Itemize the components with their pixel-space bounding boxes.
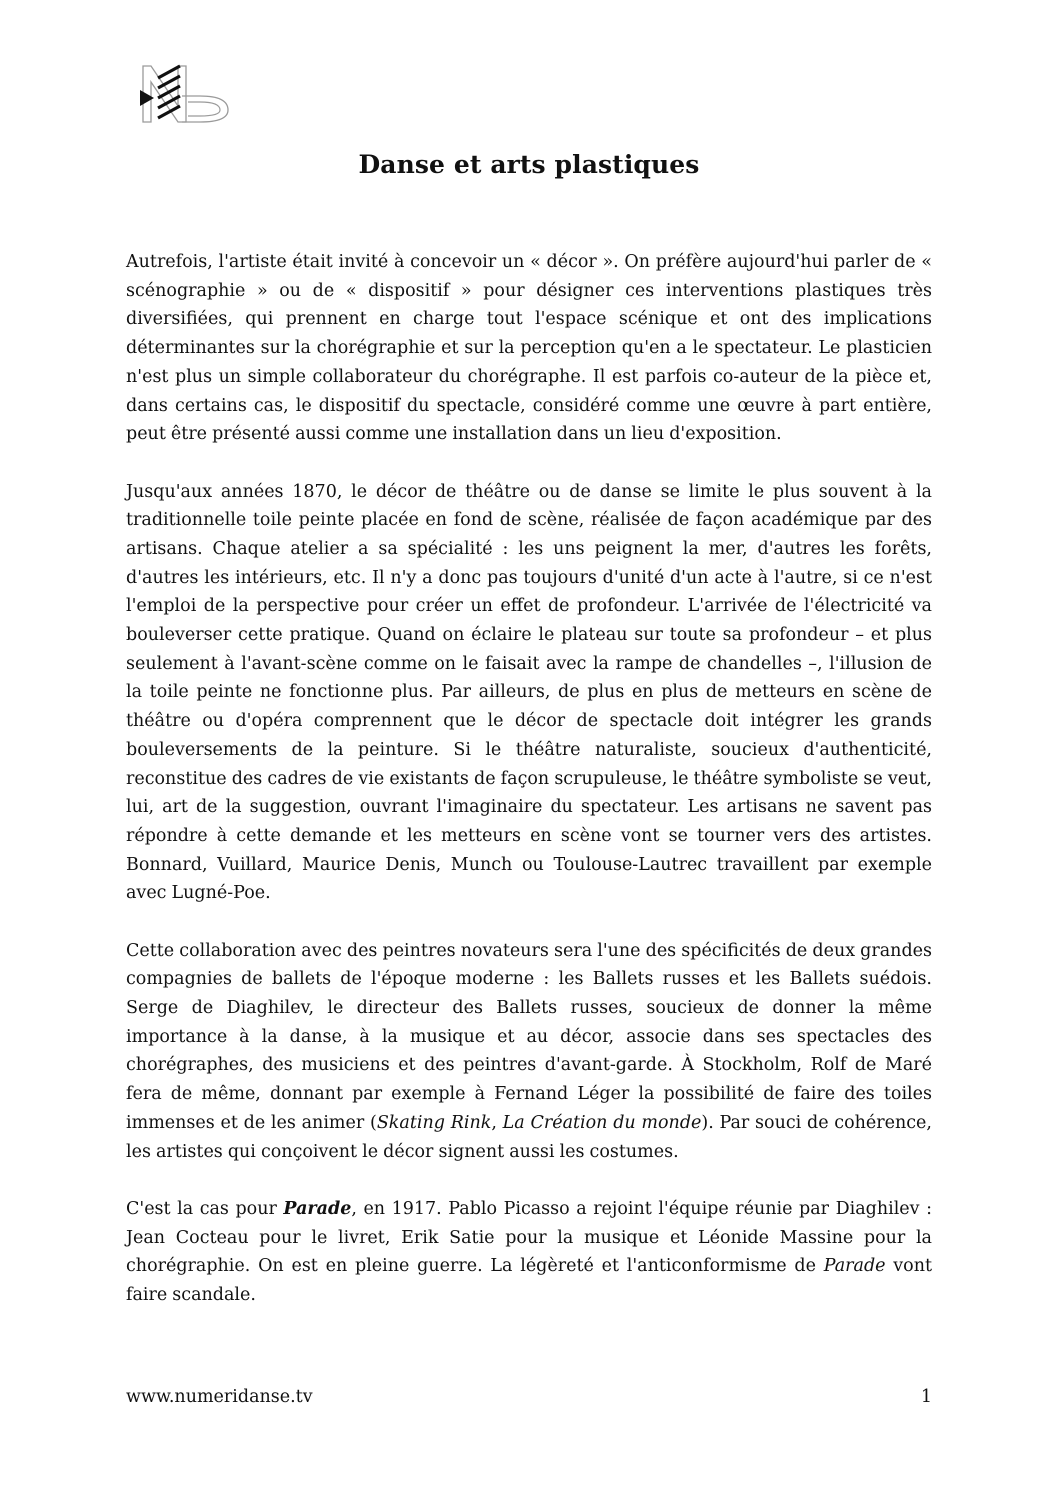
paragraph-4-text-c: vont faire scandale. bbox=[126, 1256, 932, 1305]
title-skating-rink: Skating Rink bbox=[376, 1112, 492, 1133]
title-la-creation-du-monde: La Création du monde bbox=[502, 1112, 702, 1133]
page-title: Danse et arts plastiques bbox=[358, 150, 700, 179]
paragraph-2: Jusqu'aux années 1870, le décor de théâtre ou de danse se limite le plus souvent à la traditionnelle toile peinte placée en fond de scène, réalisée de façon académique par des artisans. Chaque atelier a sa spécialité : les uns peignent la mer, d'autres les forêts, d'autres les intérieurs, etc. Il n'y a donc pas toujours d'unité d'un acte à l'autre, si ce n'est l'emploi de la perspective pour créer un effet de profondeur. L'arrivée de l'électricité va bouleverser cette pratique. Quand on éclaire le plateau sur toute sa profondeur – et plus seulement à l'avant-scène comme on le faisait avec la rampe de chandelles –, l'illusion de la toile peinte ne fonctionne plus. Par ailleurs, de plus en plus de metteurs en scène de théâtre ou d'opéra comprennent que le décor de spectacle doit intégrer les grands bouleversements de la peinture. Si le théâtre naturaliste, soucieux d'authenticité, reconstitue des cadres de vie existants de façon scrupuleuse, le théâtre symboliste se veut, lui, art de la suggestion, ouvrant l'imaginaire du spectateur. Les artisans ne savent pas répondre à cette demande et les metteurs en scène vont se tourner vers des artistes. Bonnard, Vuillard, Maurice Denis, Munch ou Toulouse-Lautrec travaillent par exemple avec Lugné-Poe. bbox=[126, 481, 932, 904]
paragraph-4-text-b: , en 1917. Pablo Picasso a rejoint l'équipe réunie par Diaghilev : Jean Cocteau pour le livret, Erik Satie pour la musique et Léonide Massine pour la chorégraphie. On est en pleine guerre. La légèreté et l'anticonformisme de bbox=[126, 1198, 932, 1277]
paragraph-3 bbox=[126, 937, 932, 1167]
paragraph-4-text-a: C'est la cas pour bbox=[126, 1198, 284, 1219]
title-parade: Parade bbox=[823, 1256, 886, 1277]
article-body bbox=[126, 248, 932, 1338]
paragraph-1: Autrefois, l'artiste était invité à concevoir un « décor ». On préfère aujourd'hui parler de « scénographie » ou de « dispositif » pour désigner ces interventions plastiques très diversifiées, qui prennent en charge tout l'espace scénique et ont des implications déterminantes sur la chorégraphie et sur la perception qu'en a le spectateur. Le plasticien n'est plus un simple collaborateur du chorégraphe. Il est parfois co-auteur de la pièce et, dans certains cas, le dispositif du spectacle, considéré comme une œuvre à part entière, peut être présenté aussi comme une installation dans un lieu d'exposition. bbox=[126, 252, 932, 445]
footer-url: www.numeridanse.tv bbox=[126, 1387, 313, 1407]
paragraph-4 bbox=[126, 1195, 932, 1310]
numeridanse-logo bbox=[138, 64, 232, 124]
paragraph-3-separator: , bbox=[491, 1112, 503, 1133]
page-number: 1 bbox=[920, 1387, 932, 1407]
title-parade-bold: Parade bbox=[283, 1198, 352, 1219]
paragraph-3-text-b: ). Par souci de cohérence, les artistes qui conçoivent le décor signent aussi les costumes. bbox=[126, 1112, 932, 1162]
paragraph-3-text-a: Cette collaboration avec des peintres novateurs sera l'une des spécificités de deux grandes compagnies de ballets de l'époque moderne : les Ballets russes et les Ballets suédois. Serge de Diaghilev, le directeur des Ballets russes, soucieux de donner la même importance à la danse, à la musique et au décor, associe dans ses spectacles des chorégraphes, des musiciens et des peintres d'avant-garde. À Stockholm, Rolf de Maré fera de même, donnant par exemple à Fernand Léger la possibilité de faire des toiles immenses et de les animer ( bbox=[126, 940, 932, 1133]
